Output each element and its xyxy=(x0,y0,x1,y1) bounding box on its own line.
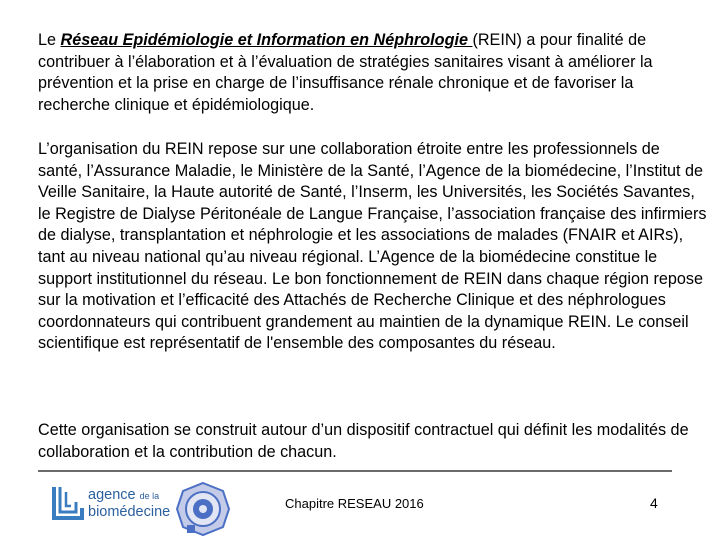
intro-paragraph xyxy=(38,30,708,116)
page-number: 4 xyxy=(650,495,658,511)
footer-chapter: Chapitre RESEAU 2016 xyxy=(285,496,424,511)
organisation-paragraph: L’organisation du REIN repose sur une collaboration étroite entre les professionnels de santé, l’Assurance Maladie, le Ministère de la Santé, l’Agence de la biomédecine, l’Institut de Veille Sanitaire, la Haute autorité de Santé, l’Inserm, les Universités, les Sociétés Savantes, le Registre de Dialyse Péritonéale de Langue Française, l’association française des infirmiers de dialyse, transplantation et néphrologie et les associations de malades (FNAIR et AIRs), tant au niveau national qu’au niveau régional. L’Agence de la biomédecine constitue le support institutionnel du réseau. Le bon fonctionnement de REIN dans chaque région repose sur la motivation et l’efficacité des Attachés de Recherche Clinique et des néphrologues coordonnateurs qui contribuent grandement au maintien de la dynamique REIN. Le conseil scientifique est représentatif de l'ensemble des composantes du réseau. xyxy=(38,140,707,353)
rein-title-link[interactable]: Réseau Epidémiologie et Information en Néphrologie xyxy=(60,31,473,49)
logo-word-agence: agence xyxy=(88,487,136,503)
intro-lead: Le xyxy=(38,31,61,49)
logo-wordmark xyxy=(88,487,170,520)
contract-paragraph: Cette organisation se construit autour d’un dispositif contractuel qui définit les modalités de collaboration et la contribution de chacun. xyxy=(38,421,689,461)
logo-word-dela: de la xyxy=(139,491,160,501)
rein-seal-logo xyxy=(175,481,231,537)
footer-divider xyxy=(38,470,672,472)
agence-biomedecine-logo xyxy=(52,484,192,528)
intro-rest: (REIN) a pour finalité de contribuer à l’élaboration et à l’évaluation de stratégies sanitaires visant à améliorer la prévention et la prise en charge de l’insuffisance rénale chronique et de favoriser la recherche clinique et épidémiologique. xyxy=(38,31,653,114)
logo-word-biomedecine: biomédecine xyxy=(88,504,171,520)
agence-biomedecine-logo-icon xyxy=(52,484,86,526)
